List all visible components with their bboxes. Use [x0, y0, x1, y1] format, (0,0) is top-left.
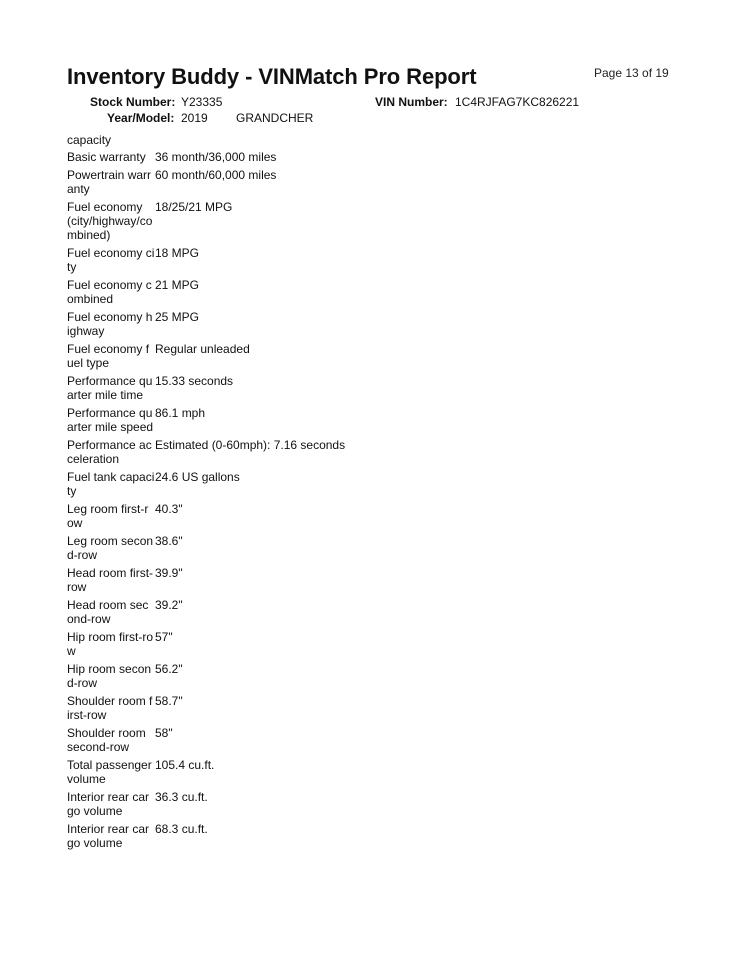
spec-label: Interior rear cargo volume [67, 790, 150, 818]
spec-row [67, 406, 727, 434]
spec-value: 15.33 seconds [155, 374, 234, 388]
spec-label: Performance acceleration [67, 438, 152, 466]
spec-row [67, 822, 727, 850]
spec-label: Fuel economy highway [67, 310, 153, 338]
spec-label: Fuel economy combined [67, 278, 152, 306]
spec-value: 39.2" [155, 598, 183, 612]
model-value: GRANDCHER [236, 111, 314, 125]
spec-label: Hip room first-row [67, 630, 154, 658]
spec-row [67, 630, 727, 658]
spec-row [67, 246, 727, 274]
spec-row [67, 168, 727, 196]
spec-label: Performance quarter mile speed [67, 406, 154, 434]
spec-label: Fuel economy fuel type [67, 342, 150, 370]
spec-value: 58.7" [155, 694, 183, 708]
spec-row [67, 726, 727, 754]
spec-label: Total passenger volume [67, 758, 152, 786]
spec-label: Hip room second-row [67, 662, 152, 690]
spec-label: Fuel tank capacity [67, 470, 155, 498]
stock-number-value: Y23335 [181, 95, 223, 109]
spec-label: Interior rear cargo volume [67, 822, 150, 850]
spec-label: Performance quarter mile time [67, 374, 153, 402]
spec-row [67, 534, 727, 562]
spec-value: 21 MPG [155, 278, 200, 292]
spec-row [67, 662, 727, 690]
spec-value: 58" [155, 726, 173, 740]
spec-label: Head room second-row [67, 598, 149, 626]
spec-label: Shoulder room second-row [67, 726, 146, 754]
spec-row [67, 200, 727, 242]
spec-row [67, 758, 727, 786]
spec-value: 39.9" [155, 566, 183, 580]
spec-row [67, 598, 727, 626]
vin-value: 1C4RJFAG7KC826221 [455, 95, 580, 109]
year-model-label: Year/Model: [107, 111, 175, 125]
spec-row [67, 310, 727, 338]
spec-row [67, 566, 727, 594]
spec-row [67, 342, 727, 370]
spec-row [67, 694, 727, 722]
spec-row [67, 150, 727, 164]
spec-value: Regular unleaded [155, 342, 250, 356]
year-value: 2019 [181, 111, 208, 125]
spec-value: 36.3 cu.ft. [155, 790, 208, 804]
report-title: Inventory Buddy - VINMatch Pro Report [67, 64, 477, 89]
spec-value: 57" [155, 630, 173, 644]
spec-value: 36 month/36,000 miles [155, 150, 277, 164]
spec-row [67, 374, 727, 402]
spec-value: 68.3 cu.ft. [155, 822, 208, 836]
spec-row [67, 502, 727, 530]
vin-label: VIN Number: [375, 95, 448, 109]
spec-table [67, 150, 727, 854]
stock-number-label: Stock Number: [90, 95, 176, 109]
spec-label: Powertrain warranty [67, 168, 152, 196]
spec-label: Leg room second-row [67, 534, 154, 562]
spec-row [67, 278, 727, 306]
spec-label: Basic warranty [67, 150, 146, 164]
spec-value: 38.6" [155, 534, 183, 548]
spec-value: 56.2" [155, 662, 183, 676]
spec-value: 24.6 US gallons [155, 470, 240, 484]
spec-label: Fuel economy (city/highway/combined) [67, 200, 153, 242]
spec-label: Fuel economy city [67, 246, 155, 274]
page-number: Page 13 of 19 [594, 66, 669, 80]
spec-value: 86.1 mph [155, 406, 206, 420]
spec-value: Estimated (0-60mph): 7.16 seconds [155, 438, 346, 452]
spec-row [67, 438, 727, 466]
spec-value: 18/25/21 MPG [155, 200, 233, 214]
spec-row [67, 790, 727, 818]
spec-value: 40.3" [155, 502, 183, 516]
spec-value: 18 MPG [155, 246, 200, 260]
spec-row [67, 470, 727, 498]
spec-continued-label: capacity [67, 133, 112, 147]
spec-value: 105.4 cu.ft. [155, 758, 215, 772]
spec-label: Head room first-row [67, 566, 154, 594]
spec-label: Leg room first-row [67, 502, 149, 530]
spec-label: Shoulder room first-row [67, 694, 153, 722]
spec-value: 60 month/60,000 miles [155, 168, 277, 182]
spec-value: 25 MPG [155, 310, 200, 324]
